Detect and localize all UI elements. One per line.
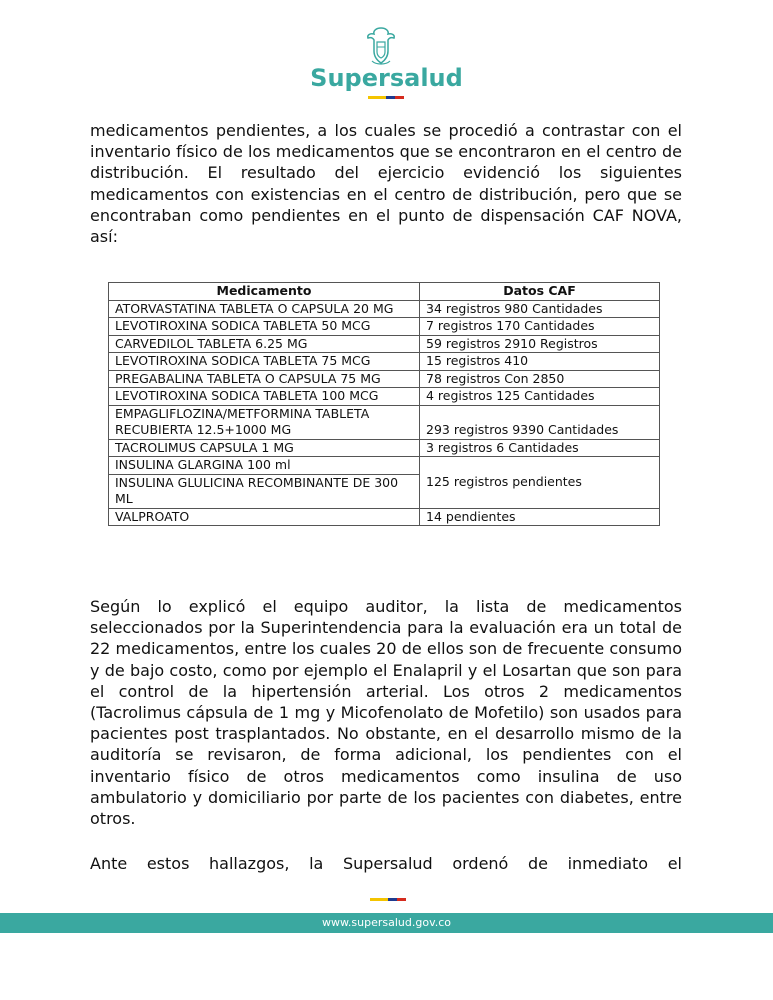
paragraph-intro: medicamentos pendientes, a los cuales se procedió a contrastar con el inventario físico de los medicamentos que se encontraron en el centro de distribución. El resultado del ejercicio evidenció los siguientes medicamentos con existencias en el centro de distribución, pero que se encontraban como pendientes en el punto de dispensación CAF NOVA, así: — [90, 121, 682, 247]
cell-medicamento: EMPAGLIFLOZINA/METFORMINA TABLETA RECUBIERTA 12.5+1000 MG — [109, 405, 420, 439]
cell-datos-caf: 3 registros 6 Cantidades — [420, 439, 660, 457]
table-row — [109, 300, 660, 318]
cell-datos-caf: 59 registros 2910 Registros — [420, 335, 660, 353]
cell-medicamento: TACROLIMUS CAPSULA 1 MG — [109, 439, 420, 457]
cell-datos-caf: 14 pendientes — [420, 508, 660, 526]
cell-datos-caf: 7 registros 170 Cantidades — [420, 318, 660, 336]
table-row — [109, 318, 660, 336]
cell-medicamento: LEVOTIROXINA SODICA TABLETA 100 MCG — [109, 388, 420, 406]
cell-medicamento: VALPROATO — [109, 508, 420, 526]
footer-url: www.supersalud.gov.co — [321, 916, 452, 929]
page-header — [0, 0, 773, 110]
table-row — [109, 353, 660, 371]
coat-of-arms-icon — [362, 25, 400, 67]
cell-datos-caf: 78 registros Con 2850 — [420, 370, 660, 388]
cell-medicamento: LEVOTIROXINA SODICA TABLETA 50 MCG — [109, 318, 420, 336]
paragraph-hallazgos: Ante estos hallazgos, la Supersalud ordenó de inmediato el — [90, 854, 682, 873]
table-row — [109, 335, 660, 353]
cell-datos-caf: 125 registros pendientes — [420, 457, 660, 509]
cell-medicamento: LEVOTIROXINA SODICA TABLETA 75 MCG — [109, 353, 420, 371]
table-row — [109, 388, 660, 406]
cell-datos-caf: 34 registros 980 Cantidades — [420, 300, 660, 318]
cell-medicamento: INSULINA GLARGINA 100 ml — [109, 457, 420, 475]
footer-flag-stripe — [370, 898, 406, 901]
paragraph-auditor: Según lo explicó el equipo auditor, la lista de medicamentos seleccionados por la Superintendencia para la evaluación era un total de 22 medicamentos, entre los cuales 20 de ellos son de frecuente consumo y de bajo costo, como por ejemplo el Enalapril y el Losartan que son para el control de la hipertensión arterial. Los otros 2 medicamentos (Tacrolimus cápsula de 1 mg y Micofenolato de Mofetilo) son usados para pacientes post trasplantados. No obstante, en el desarrollo mismo de la auditoría se revisaron, de forma adicional, los pendientes con el inventario físico de otros medicamentos como insulina de uso ambulatorio y domiciliario por parte de los pacientes con diabetes, entre otros. — [90, 597, 682, 829]
cell-medicamento: ATORVASTATINA TABLETA O CAPSULA 20 MG — [109, 300, 420, 318]
table-row — [109, 439, 660, 457]
table-row — [109, 405, 660, 439]
medications-table — [108, 282, 660, 526]
brand-name: Supersalud — [310, 64, 463, 92]
flag-stripe — [368, 96, 404, 99]
footer-bar — [0, 913, 773, 933]
cell-medicamento: PREGABALINA TABLETA O CAPSULA 75 MG — [109, 370, 420, 388]
column-header-medicamento: Medicamento — [109, 283, 420, 301]
table-row — [109, 370, 660, 388]
cell-datos-caf: 4 registros 125 Cantidades — [420, 388, 660, 406]
table-row — [109, 508, 660, 526]
cell-datos-caf: 15 registros 410 — [420, 353, 660, 371]
cell-medicamento: INSULINA GLULICINA RECOMBINANTE DE 300 ML — [109, 474, 420, 508]
cell-medicamento: CARVEDILOL TABLETA 6.25 MG — [109, 335, 420, 353]
table-header-row — [109, 283, 660, 301]
column-header-datos-caf: Datos CAF — [420, 283, 660, 301]
table-row — [109, 457, 660, 475]
cell-datos-caf: 293 registros 9390 Cantidades — [420, 405, 660, 439]
